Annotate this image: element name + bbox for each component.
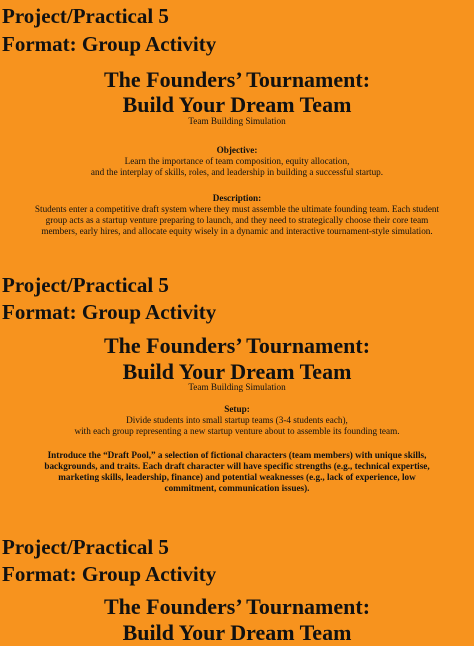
setup-label: Setup: xyxy=(224,404,250,414)
project-header: Project/Practical 5 xyxy=(2,4,169,28)
slide-title: The Founders’ Tournament: xyxy=(103,333,371,358)
draft-pool-text-line: marketing skills, leadership, finance) and potential weaknesses (e.g., lack of experience, low xyxy=(58,472,416,482)
setup-text-line: with each group representing a new startup venture about to assemble its founding team. xyxy=(74,426,400,436)
description-label: Description: xyxy=(212,193,262,203)
objective-text-line: and the interplay of skills, roles, and leadership in building a successful startup. xyxy=(90,167,384,177)
objective-text-line: Learn the importance of team composition, equity allocation, xyxy=(124,156,350,166)
setup-text-line: Divide students into small startup teams (3-4 students each), xyxy=(126,415,348,425)
description-text-line: members, early hires, and allocate equity wisely in a dynamic and interactive tournament-style simulation. xyxy=(41,226,433,236)
description-text-line: group acts as a startup venture preparing to launch, and they need to strategically choose their core team xyxy=(45,215,429,225)
draft-pool-text-line: commitment, communication issues). xyxy=(164,483,310,493)
objective-label: Objective: xyxy=(216,145,258,155)
slide-title: The Founders’ Tournament: xyxy=(103,67,371,92)
slide-2 xyxy=(0,266,474,531)
project-header: Project/Practical 5 xyxy=(2,535,169,559)
slide-title-line2: Build Your Dream Team xyxy=(122,620,352,645)
subtitle: Team Building Simulation xyxy=(188,116,286,126)
description-text-line: Students enter a competitive draft system where they must assemble the ultimate founding team. Each student xyxy=(34,204,440,214)
slide-title: The Founders’ Tournament: xyxy=(103,594,371,619)
slide-3 xyxy=(0,532,474,645)
draft-pool-text-line: Introduce the “Draft Pool,” a selection of fictional characters (team members) with unique skills, xyxy=(47,450,427,460)
format-header: Format: Group Activity xyxy=(2,300,217,324)
draft-pool-text-line: backgrounds, and traits. Each draft character will have specific strengths (e.g., technical expertise, xyxy=(44,461,430,471)
slide-title-line2: Build Your Dream Team xyxy=(122,359,352,384)
slide-title-line2: Build Your Dream Team xyxy=(122,92,352,117)
format-header: Format: Group Activity xyxy=(2,32,217,56)
slide-1 xyxy=(0,0,474,265)
format-header: Format: Group Activity xyxy=(2,562,217,586)
subtitle: Team Building Simulation xyxy=(188,382,286,392)
project-header: Project/Practical 5 xyxy=(2,273,169,297)
